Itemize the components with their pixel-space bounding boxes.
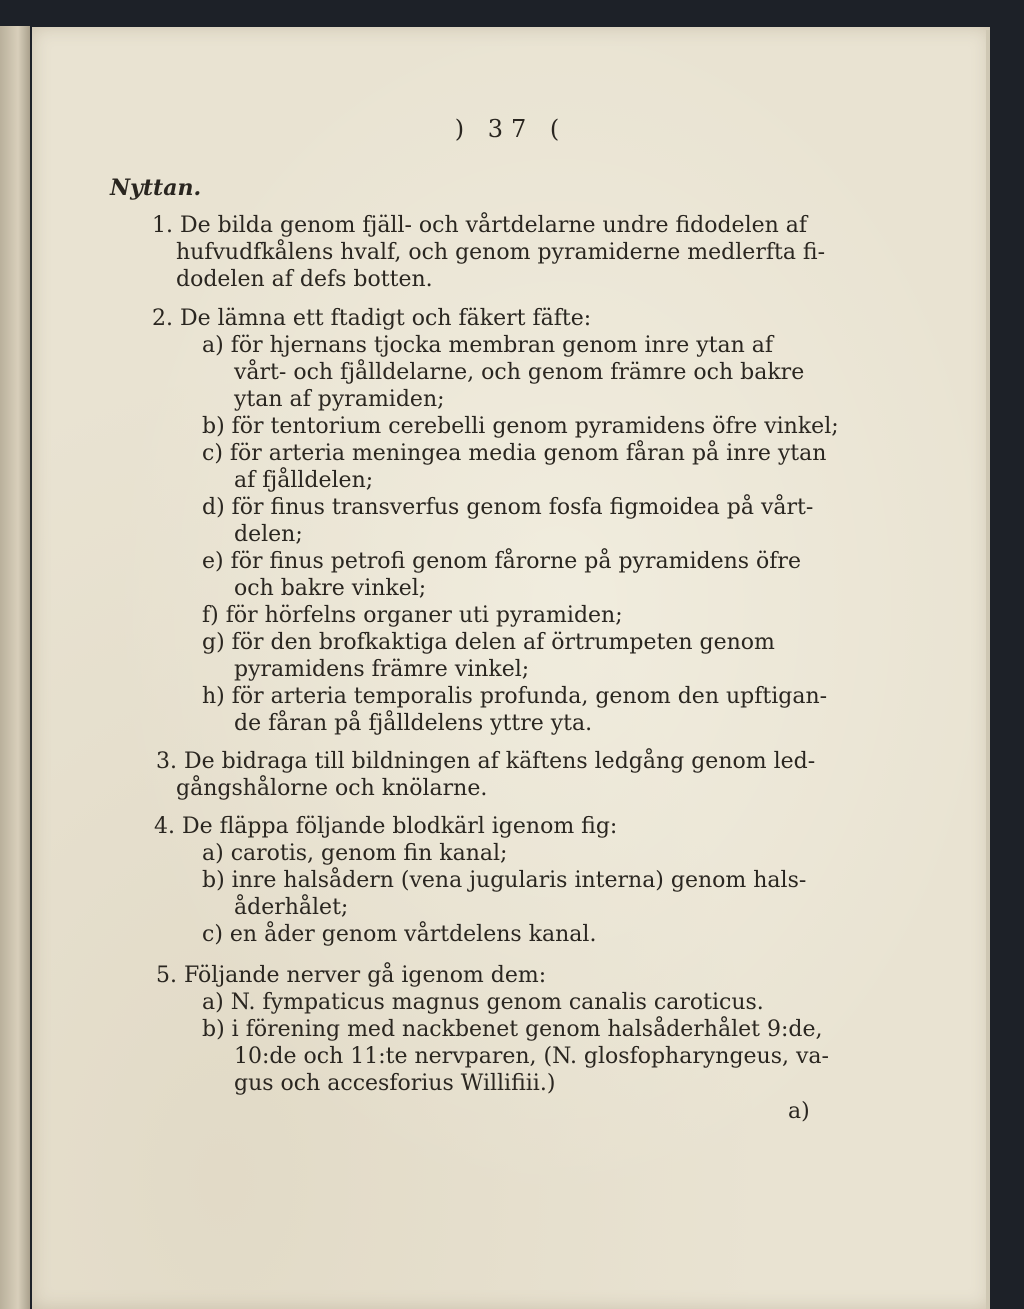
text-line: a) carotis, genom fin kanal;: [202, 841, 508, 866]
section-title: Nyttan.: [110, 175, 202, 201]
text-line: ytan af pyramiden;: [234, 387, 445, 412]
text-line: h) för arteria temporalis profunda, genom den upftigan-: [202, 684, 828, 709]
text-line: åderhålet;: [234, 895, 349, 920]
text-line: a) N. fympaticus magnus genom canalis caroticus.: [202, 990, 764, 1015]
text-line: pyramidens främre vinkel;: [234, 657, 530, 682]
text-line: b) i förening med nackbenet genom halsåderhålet 9:de,: [202, 1017, 823, 1042]
text-line: f) för hörfelns organer uti pyramiden;: [202, 603, 623, 628]
page-text: [32, 27, 990, 1309]
text-line: c) en åder genom vårtdelens kanal.: [202, 922, 597, 947]
text-line: 10:de och 11:te nervparen, (N. glosfopharyngeus, va-: [234, 1044, 829, 1069]
text-line: 2. De lämna ett ftadigt och fäkert fäfte:: [152, 306, 592, 331]
previous-page-edge: [0, 26, 30, 1309]
text-line: hufvudfkålens hvalf, och genom pyramiderne medlerfta fi-: [176, 240, 826, 265]
text-line: 5. Följande nerver gå igenom dem:: [156, 963, 547, 988]
page-sheet: [32, 27, 990, 1309]
text-line: vårt- och fjålldelarne, och genom främre och bakre: [234, 360, 805, 385]
text-line: delen;: [234, 522, 303, 547]
text-line: g) för den brofkaktiga delen af örtrumpeten genom: [202, 630, 775, 655]
page-right-edge: [986, 30, 990, 1309]
text-line: gus och accesforius Willifiii.): [234, 1071, 556, 1096]
text-line: b) inre halsådern (vena jugularis interna) genom hals-: [202, 868, 807, 893]
catchword: a): [788, 1099, 810, 1124]
text-line: b) för tentorium cerebelli genom pyramidens öfre vinkel;: [202, 414, 839, 439]
text-line: c) för arteria meningea media genom fåran på inre ytan: [202, 441, 827, 466]
text-line: 3. De bidraga till bildningen af käftens ledgång genom led-: [156, 749, 816, 774]
text-line: gångshålorne och knölarne.: [176, 776, 488, 801]
text-line: de fåran på fjålldelens yttre yta.: [234, 711, 593, 736]
text-line: d) för finus transverfus genom fosfa figmoidea på vårt-: [202, 495, 814, 520]
text-line: e) för finus petrofi genom fårorne på pyramidens öfre: [202, 549, 801, 574]
text-line: dodelen af defs botten.: [176, 267, 433, 292]
text-line: af fjålldelen;: [234, 468, 374, 493]
text-line: 4. De fläppa följande blodkärl igenom fig:: [154, 814, 618, 839]
page-number-header: ) 37 (: [454, 115, 568, 143]
text-line: 1. De bilda genom fjäll- och vårtdelarne undre fidodelen af: [152, 213, 808, 238]
text-line: a) för hjernans tjocka membran genom inre ytan af: [202, 333, 774, 358]
text-line: och bakre vinkel;: [234, 576, 427, 601]
